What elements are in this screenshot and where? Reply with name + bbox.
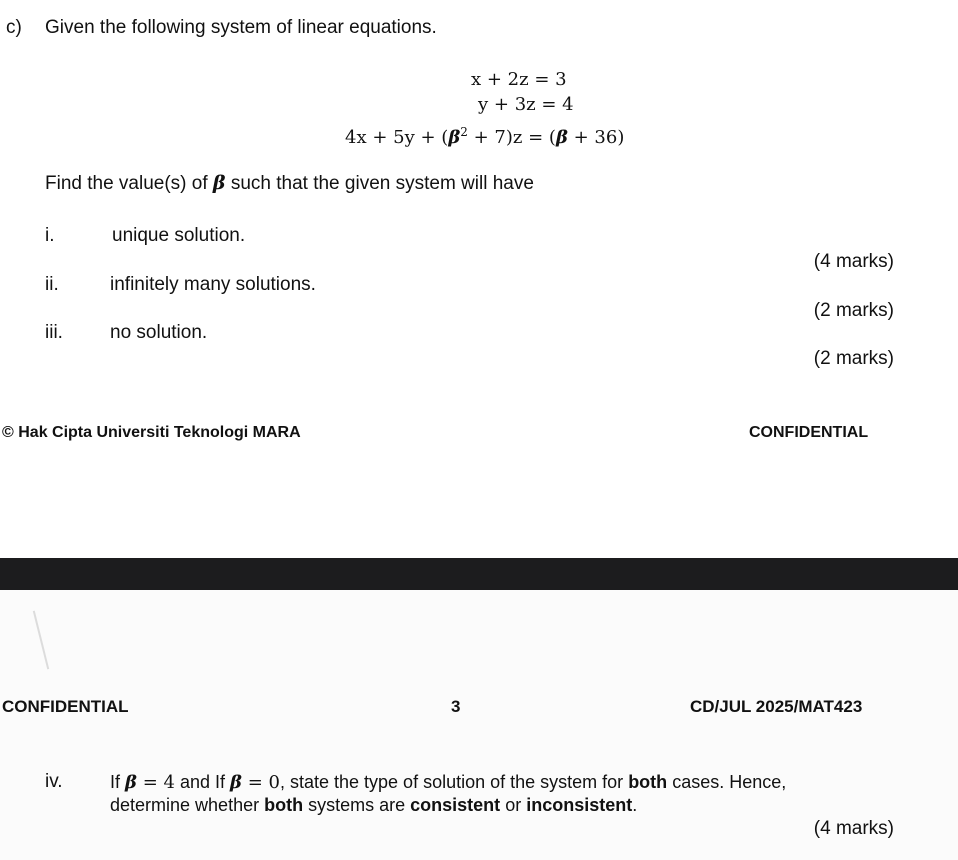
page2-confidential: CONFIDENTIAL <box>2 697 129 716</box>
iv-condition-2 <box>230 772 280 793</box>
page-break-band <box>0 558 958 590</box>
iv-text-3: , state the type of solution of the system for <box>279 772 624 792</box>
iv-line2-b: systems are <box>308 795 406 815</box>
beta-symbol: β <box>212 172 226 194</box>
part-iv-number: iv. <box>45 771 63 792</box>
part-iv-line-2 <box>110 794 637 816</box>
paper-code: CD/JUL 2025/MAT423 <box>690 697 863 716</box>
part-iii-text: no solution. <box>110 322 208 343</box>
part-iii-marks: (2 marks) <box>813 348 894 369</box>
part-iv-line-1 <box>110 771 786 794</box>
iv-line2-c: or <box>505 795 522 815</box>
page-number: 3 <box>451 697 461 716</box>
question-intro: Given the following system of linear equations. <box>45 17 437 38</box>
part-i-number: i. <box>45 225 55 246</box>
equation-2: y + 3z = 4 <box>478 94 574 115</box>
part-i-text: unique solution. <box>112 225 246 246</box>
beta-symbol: β <box>555 127 568 148</box>
iv-eq-2: = 0 <box>242 772 280 793</box>
iv-line2-d: . <box>632 795 638 815</box>
equation-1: x + 2z = 3 <box>471 69 567 90</box>
beta-symbol: β <box>125 772 137 793</box>
equation-3 <box>345 121 624 149</box>
iv-eq-1: = 4 <box>136 772 175 793</box>
iv-text-1: If <box>110 772 121 792</box>
beta-symbol: β <box>230 772 242 793</box>
question-label: c) <box>6 17 22 38</box>
iv-text-2: and If <box>179 772 226 792</box>
part-ii-text: infinitely many solutions. <box>110 274 316 295</box>
find-suffix: such that the given system will have <box>230 173 534 194</box>
find-instruction <box>45 172 534 195</box>
iv-condition-1 <box>125 772 175 793</box>
part-ii-marks: (2 marks) <box>813 300 894 321</box>
iv-inconsistent: inconsistent <box>526 795 633 815</box>
part-i-marks: (4 marks) <box>813 251 894 272</box>
iv-both-2: both <box>264 795 304 815</box>
confidential-footer: CONFIDENTIAL <box>749 424 869 441</box>
find-prefix: Find the value(s) of <box>45 173 208 194</box>
eq3-part-c: + 36) <box>567 127 625 148</box>
iv-both-1: both <box>628 772 668 792</box>
copyright-footer: © Hak Cipta Universiti Teknologi MARA <box>2 424 301 441</box>
beta-symbol: β <box>448 127 461 148</box>
part-ii-number: ii. <box>45 274 59 295</box>
iv-text-4: cases. Hence, <box>672 772 787 792</box>
part-iii-number: iii. <box>45 322 63 343</box>
eq3-exponent: 2 <box>460 125 468 139</box>
iv-line2-a: determine whether <box>110 795 260 815</box>
eq3-part-a: 4x + 5y + ( <box>345 127 449 148</box>
eq3-part-b: + 7)z = ( <box>467 127 556 148</box>
part-iv-marks: (4 marks) <box>813 818 894 839</box>
iv-consistent: consistent <box>410 795 501 815</box>
